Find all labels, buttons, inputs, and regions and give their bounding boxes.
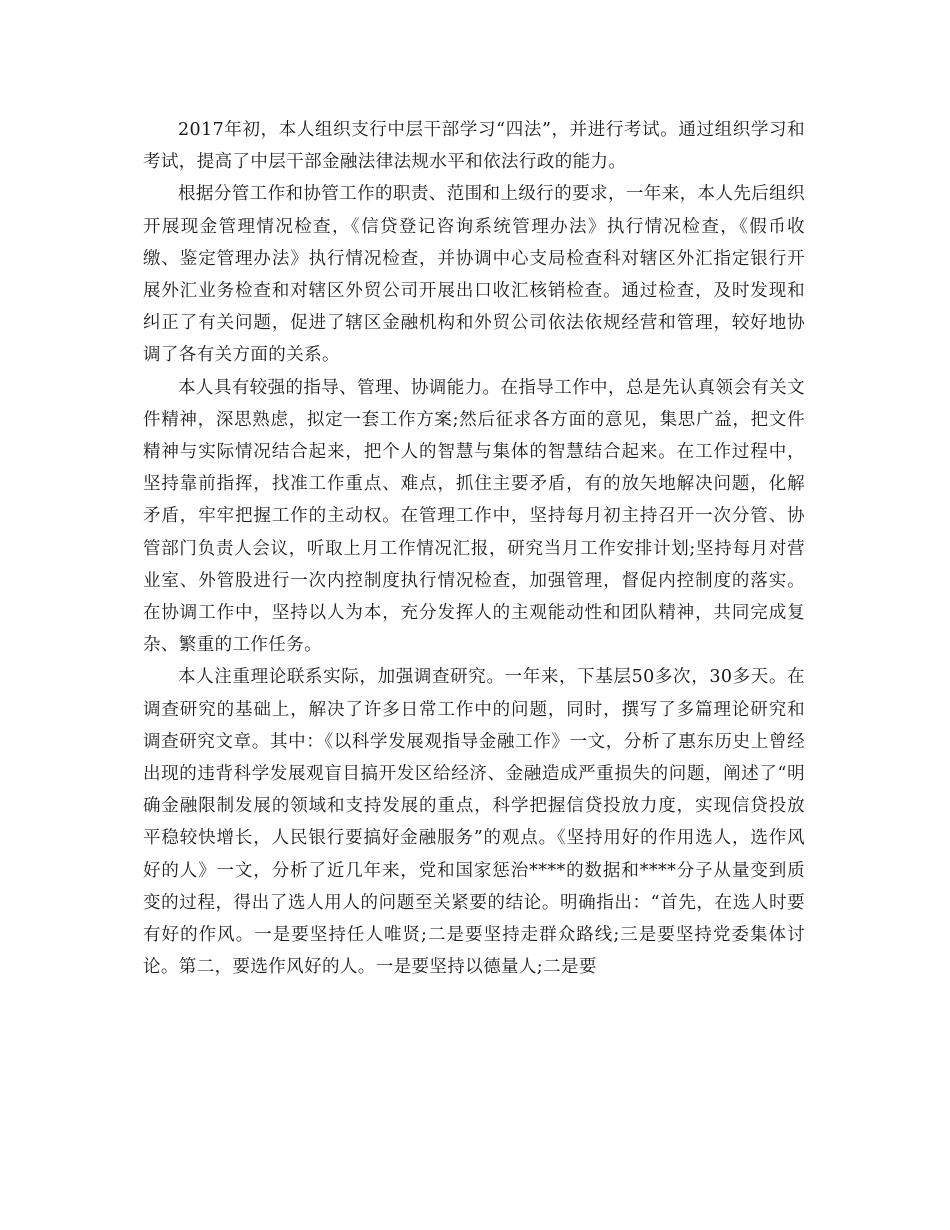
document-body — [143, 114, 805, 983]
paragraph-research: 本人注重理论联系实际，加强调查研究。一年来，下基层50多次，30多天。在调查研究的基础上，解决了许多日常工作中的问题，同时，撰写了多篇理论研究和调查研究文章。其中：《以科学发展观指导金融工作》一文，分析了惠东历史上曾经出现的违背科学发展观盲目搞开发区给经济、金融造成严重损失的问题，阐述了“明确金融限制发展的领域和支持发展的重点，科学把握信贷投放力度，实现信贷投放平稳较快增长，人民银行要搞好金融服务”的观点。《坚持用好的作用选人，选作风好的人》一文，分析了近几年来，党和国家惩治****的数据和****分子从量变到质变的过程，得出了选人用人的问题至关紧要的结论。明确指出：“首先，在选人时要有好的作风。一是要坚持任人唯贤;二是要坚持走群众路线;三是要坚持党委集体讨论。第二，要选作风好的人。一是要坚持以德量人;二是要 — [143, 667, 805, 978]
paragraph-four-laws-study: 2017年初，本人组织支行中层干部学习“四法”，并进行考试。通过组织学习和考试，提高了中层干部金融法律法规水平和依法行政的能力。 — [143, 120, 805, 173]
paragraph-leadership-abilities: 本人具有较强的指导、管理、协调能力。在指导工作中，总是先认真领会有关文件精神，深思熟虑，拟定一套工作方案;然后征求各方面的意见，集思广益，把文件精神与实际情况结合起来，把个人的智慧与集体的智慧结合起来。在工作过程中，坚持靠前指挥，找准工作重点、难点，抓住主要矛盾，有的放矢地解决问题，化解矛盾，牢牢把握工作的主动权。在管理工作中，坚持每月初主持召开一次分管、协管部门负责人会议，听取上月工作情况汇报，研究当月工作安排计划;坚持每月对营业室、外管股进行一次内控制度执行情况检查，加强管理，督促内控制度的落实。在协调工作中，坚持以人为本，充分发挥人的主观能动性和团队精神，共同完成复杂、繁重的工作任务。 — [143, 377, 805, 656]
paragraph-inspections: 根据分管工作和协管工作的职责、范围和上级行的要求，一年来，本人先后组织开展现金管理情况检查，《信贷登记咨询系统管理办法》执行情况检查，《假币收缴、鉴定管理办法》执行情况检查，并协调中心支局检查科对辖区外汇指定银行开展外汇业务检查和对辖区外贸公司开展出口收汇核销检查。通过检查，及时发现和纠正了有关问题，促进了辖区金融机构和外贸公司依法依规经营和管理，较好地协调了各有关方面的关系。 — [143, 184, 805, 366]
